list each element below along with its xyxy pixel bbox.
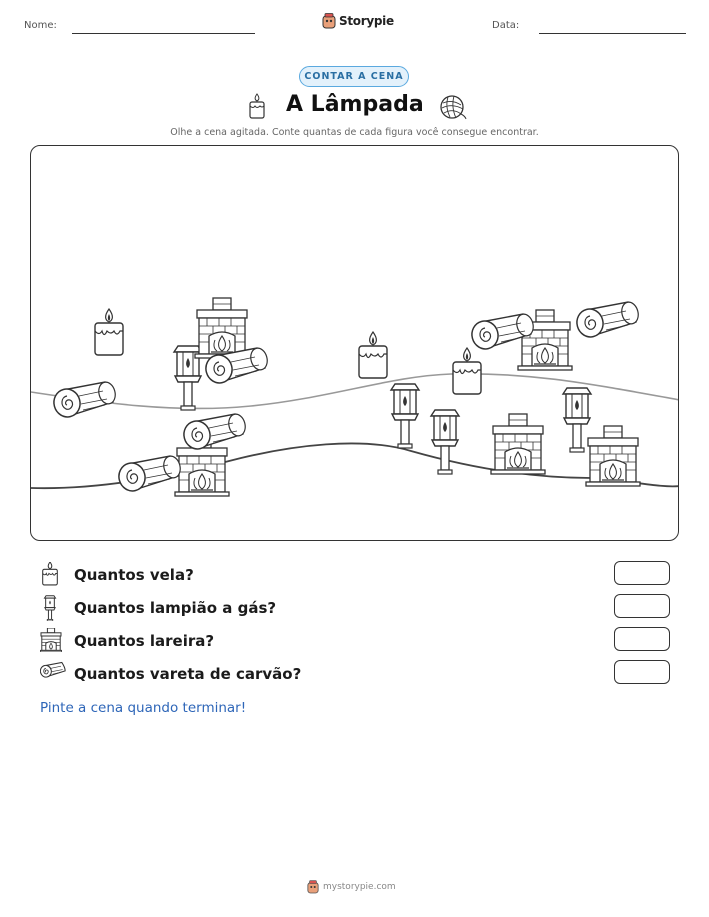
date-label: Data: <box>492 20 520 31</box>
scene-gas-lamp <box>563 388 591 452</box>
scene-gas-lamp <box>431 410 459 474</box>
finish-note: Pinte a cena quando terminar! <box>40 700 247 716</box>
scene-candle <box>359 332 387 378</box>
scene-log <box>574 300 641 340</box>
scene-log <box>51 380 118 420</box>
name-line[interactable] <box>72 33 255 34</box>
scene-drawing <box>31 146 679 541</box>
date-line[interactable] <box>539 33 686 34</box>
candle-icon <box>40 562 60 586</box>
question-candle <box>40 562 670 588</box>
answer-box-fireplace[interactable] <box>614 627 670 651</box>
question-text: Quantos vela? <box>74 566 194 584</box>
log-icon <box>40 661 66 679</box>
question-fireplace <box>40 628 670 654</box>
gas-lamp-icon <box>40 595 60 621</box>
answer-box-log[interactable] <box>614 660 670 684</box>
page-title: A Lâmpada <box>286 92 424 117</box>
question-gas-lamp <box>40 595 670 621</box>
storypie-mascot-icon <box>307 880 319 894</box>
answer-box-gas-lamp[interactable] <box>614 594 670 618</box>
count-scene-badge: CONTAR A CENA <box>299 66 409 87</box>
scene-fireplace <box>491 414 545 474</box>
storypie-logo <box>322 13 394 29</box>
brand-name: Storypie <box>339 14 394 28</box>
question-log <box>40 661 670 687</box>
yarn-ball-icon <box>439 94 467 120</box>
storypie-mascot-icon <box>322 13 336 29</box>
instructions-text: Olhe a cena agitada. Conte quantas de cada figura você consegue encontrar. <box>170 127 539 138</box>
scene-fireplace <box>195 298 249 358</box>
footer-url[interactable]: mystorypie.com <box>323 882 396 892</box>
question-text: Quantos vareta de carvão? <box>74 665 302 683</box>
scene-candle <box>453 348 481 394</box>
candle-icon <box>246 92 268 120</box>
fireplace-icon <box>40 628 62 652</box>
answer-box-candle[interactable] <box>614 561 670 585</box>
question-text: Quantos lampião a gás? <box>74 599 277 617</box>
scene-gas-lamp <box>391 384 419 448</box>
scene-fireplace <box>586 426 640 486</box>
scene-log <box>116 454 183 494</box>
scene-candle <box>95 309 123 355</box>
footer <box>307 880 396 894</box>
question-text: Quantos lareira? <box>74 632 215 650</box>
scene-log <box>181 412 248 452</box>
name-label: Nome: <box>24 20 57 31</box>
coloring-scene[interactable] <box>30 145 679 541</box>
